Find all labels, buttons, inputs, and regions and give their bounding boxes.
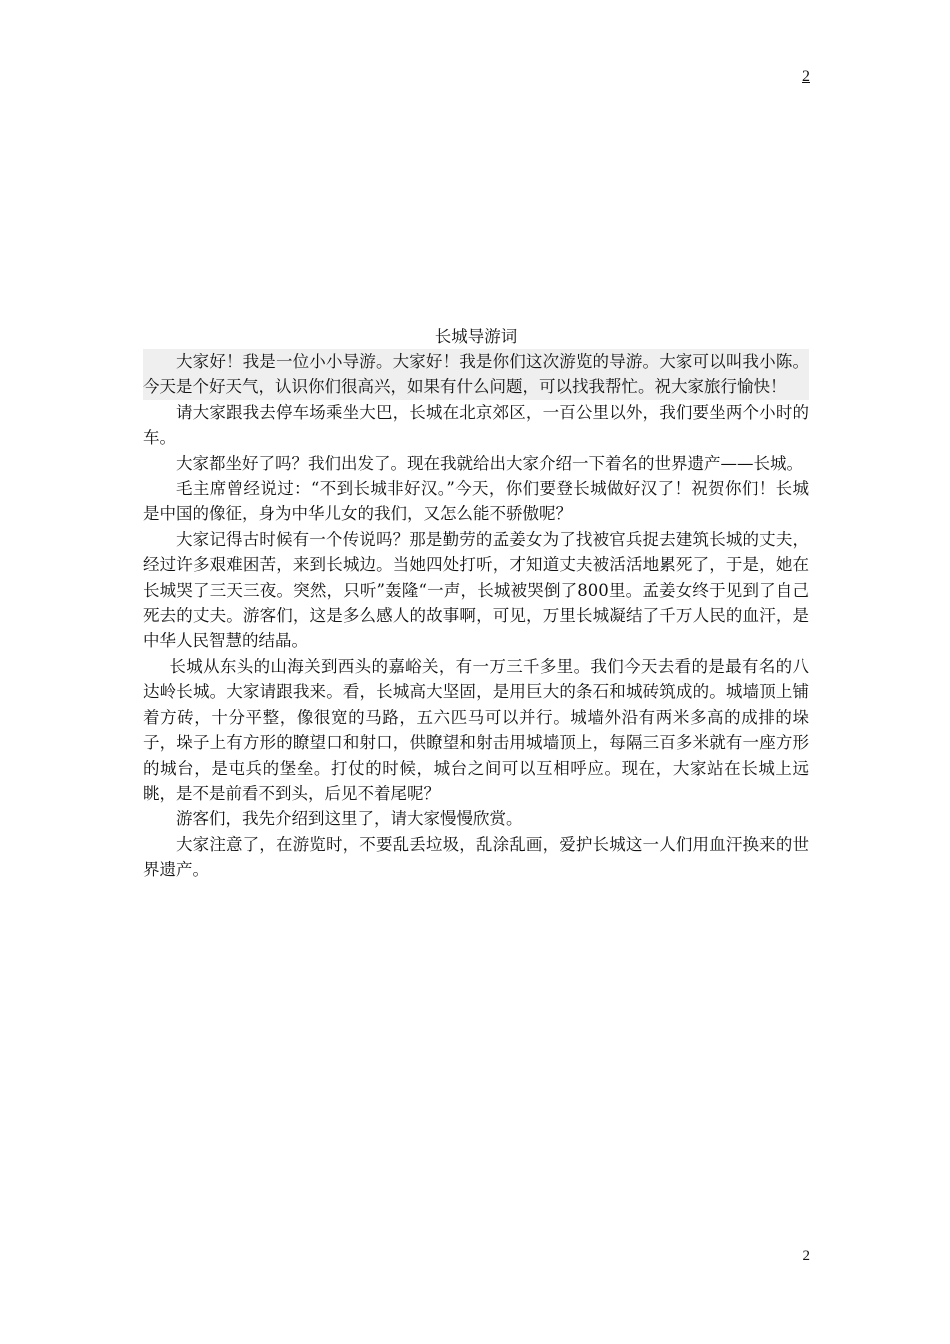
document-body	[143, 349, 809, 883]
paragraph-departure: 大家都坐好了吗？我们出发了。现在我就给出大家介绍一下着名的世界遗产——长城。	[176, 453, 803, 473]
paragraph-enjoy: 游客们，我先介绍到这里了，请大家慢慢欣赏。	[176, 809, 523, 829]
header-page-number: 2	[802, 68, 810, 85]
document-title: 长城导游词	[434, 327, 518, 346]
paragraph-quote: 毛主席曾经说过：“不到长城非好汉。”今天，你们要登长城做好汉了！祝贺你们！长城是中国的像征，身为中华儿女的我们，又怎么能不骄傲呢？	[143, 479, 809, 524]
paragraph-description: 长城从东头的山海关到西头的嘉峪关，有一万三千多里。我们今天去看的是最有名的八达岭长城。大家请跟我来。看，长城高大坚固，是用巨大的条石和城砖筑成的。城墙顶上铺着方砖，十分平整，像很宽的马路，五六匹马可以并行。城墙外沿有两米多高的成排的垛子，垛子上有方形的瞭望口和射口，供瞭望和射击用城墙顶上，每隔三百多米就有一座方形的城台，是屯兵的堡垒。打仗的时候，城台之间可以互相呼应。现在，大家站在长城上远眺，是不是前看不到头，后见不着尾呢？	[143, 656, 809, 803]
paragraph-greeting: 大家好！我是一位小小导游。大家好！我是你们这次游览的导游。大家可以叫我小陈。今天是个好天气，认识你们很高兴，如果有什么问题，可以找我帮忙。祝大家旅行愉快！	[143, 349, 809, 400]
paragraph-notice: 大家注意了，在游览时，不要乱丢垃圾，乱涂乱画，爱护长城这一人们用血汗换来的世界遗产。	[143, 834, 809, 880]
paragraph-bus: 请大家跟我去停车场乘坐大巴，长城在北京郊区，一百公里以外，我们要坐两个小时的车。	[143, 402, 809, 448]
paragraph-legend: 大家记得古时候有一个传说吗？那是勤劳的孟姜女为了找被官兵捉去建筑长城的丈夫，经过许多艰难困苦，来到长城边。当她四处打听，才知道丈夫被活活地累死了，于是，她在长城哭了三天三夜。突然，只听”轰隆“一声，长城被哭倒了800里。孟姜女终于见到了自己死去的丈夫。游客们，这是多么感人的故事啊，可见，万里长城凝结了千万人民的血汗，是中华人民智慧的结晶。	[143, 529, 809, 651]
footer-page-number: 2	[802, 1248, 810, 1264]
